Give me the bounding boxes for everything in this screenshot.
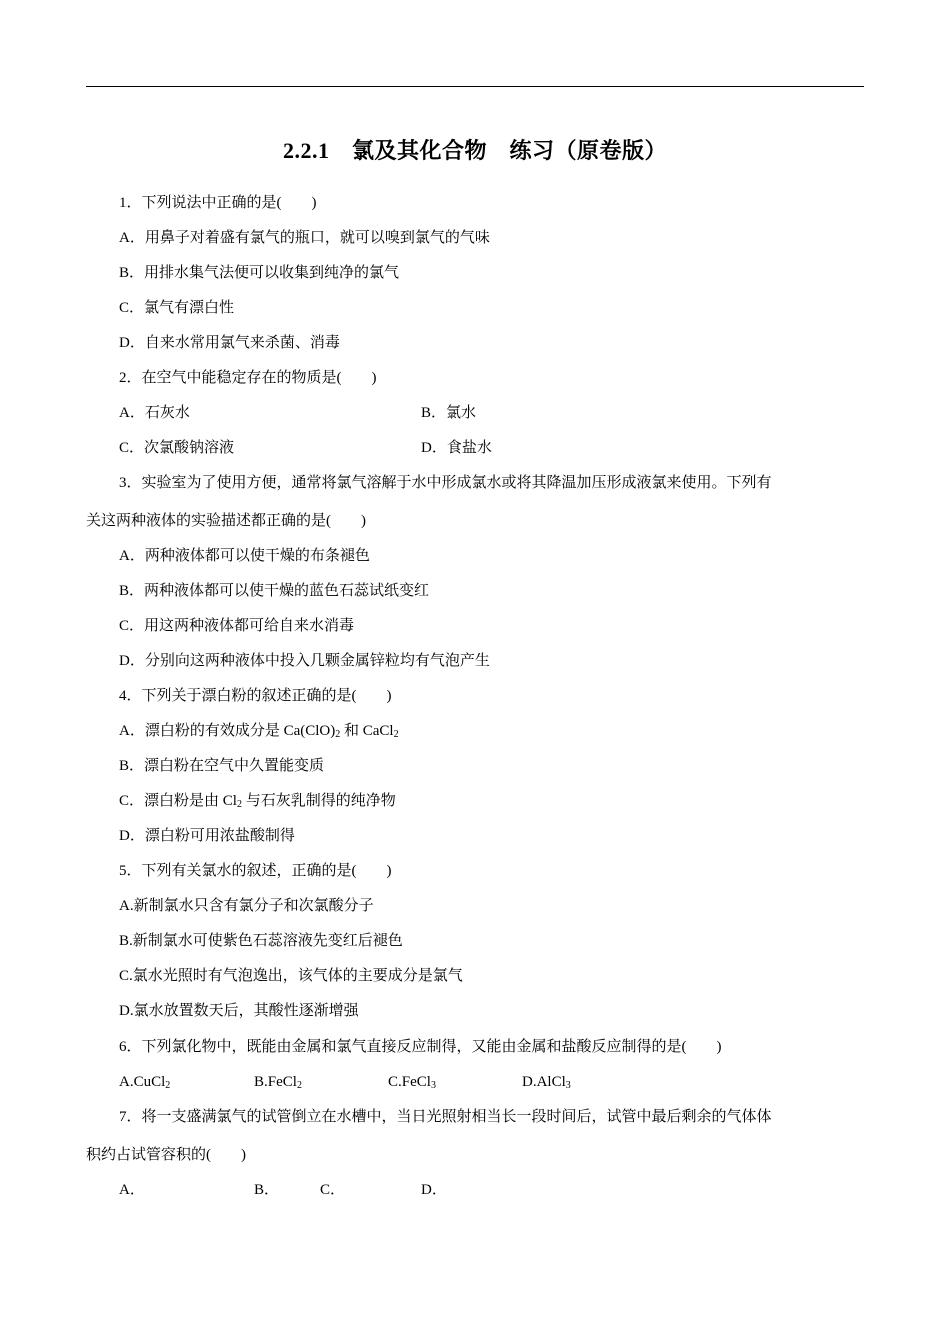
q6-option-b-text: B.FeCl (254, 1074, 297, 1090)
q1-option-c: C．氯气有漂白性 (119, 300, 235, 316)
q7-option-c: C． (320, 1182, 346, 1198)
q4-option-a-mid: 和 CaCl (340, 723, 394, 739)
q4-option-a-sub1: 2 (335, 729, 341, 740)
q7-option-d: D． (421, 1182, 447, 1198)
q5-stem: 5．下列有关氯水的叙述，正确的是( ) (119, 863, 392, 879)
q6-option-c (388, 1072, 436, 1092)
q4-option-d: D．漂白粉可用浓盐酸制得 (119, 828, 295, 844)
q7-option-a: A． (119, 1182, 145, 1198)
q3-option-a: A．两种液体都可以使干燥的布条褪色 (119, 548, 370, 564)
q3-option-b: B．两种液体都可以使干燥的蓝色石蕊试纸变红 (119, 583, 430, 599)
q2-option-d: D．食盐水 (421, 440, 492, 456)
q6-option-c-sub: 3 (430, 1080, 436, 1091)
q7-stem-line1: 7．将一支盛满氯气的试管倒立在水槽中，当日光照射相当长一段时间后，试管中最后剩余的气体体 (119, 1109, 772, 1125)
q1-option-b: B．用排水集气法便可以收集到纯净的氯气 (119, 265, 400, 281)
header-rule (86, 86, 864, 87)
q4-stem: 4．下列关于漂白粉的叙述正确的是( ) (119, 688, 392, 704)
q1-stem: 1．下列说法中正确的是( ) (119, 195, 317, 211)
page-title: 2.2.1 氯及其化合物 练习（原卷版） (282, 138, 667, 163)
q6-stem: 6．下列氯化物中，既能由金属和氯气直接反应制得，又能由金属和盐酸反应制得的是( ) (119, 1039, 722, 1055)
q6-option-b (254, 1072, 302, 1092)
q4-option-c-text: C．漂白粉是由 Cl (119, 793, 237, 809)
q4-option-b: B．漂白粉在空气中久置能变质 (119, 758, 325, 774)
q4-option-c-sub: 2 (236, 799, 242, 810)
q6-option-a-text: A.CuCl (119, 1074, 166, 1090)
q5-option-d: D.氯水放置数天后，其酸性逐渐增强 (119, 1003, 359, 1019)
q6-option-a-sub: 2 (165, 1080, 171, 1091)
q2-option-b: B．氯水 (421, 405, 477, 421)
q4-option-c (119, 791, 396, 811)
q3-option-d: D．分别向这两种液体中投入几颗金属锌粒均有气泡产生 (119, 653, 490, 669)
q4-option-a (119, 721, 399, 741)
q1-option-d: D．自来水常用氯气来杀菌、消毒 (119, 335, 340, 351)
q3-stem-line1: 3．实验室为了使用方便，通常将氯气溶解于水中形成氯水或将其降温加压形成液氯来使用。下列有 (119, 475, 772, 491)
q3-stem-line2: 关这两种液体的实验描述都正确的是( ) (86, 513, 366, 529)
q5-option-b: B.新制氯水可使紫色石蕊溶液先变红后褪色 (119, 933, 403, 949)
q6-option-d-text: D.AlCl (522, 1074, 566, 1090)
q6-option-b-sub: 2 (296, 1080, 302, 1091)
q6-option-a (119, 1072, 170, 1092)
q2-stem: 2．在空气中能稳定存在的物质是( ) (119, 370, 377, 386)
q4-option-a-sub2: 2 (393, 729, 399, 740)
q2-option-c: C．次氯酸钠溶液 (119, 440, 235, 456)
q3-option-c: C．用这两种液体都可给自来水消毒 (119, 618, 355, 634)
q5-option-c: C.氯水光照时有气泡逸出，该气体的主要成分是氯气 (119, 968, 463, 984)
q1-option-a: A．用鼻子对着盛有氯气的瓶口，就可以嗅到氯气的气味 (119, 230, 490, 246)
q7-option-b: B． (254, 1182, 280, 1198)
q2-option-a: A．石灰水 (119, 405, 190, 421)
q5-option-a: A.新制氯水只含有氯分子和次氯酸分子 (119, 898, 374, 914)
q6-option-d (522, 1072, 571, 1092)
q7-stem-line2: 积约占试管容积的( ) (86, 1147, 246, 1163)
q4-option-c-post: 与石灰乳制得的纯净物 (241, 793, 396, 809)
q6-option-c-text: C.FeCl (388, 1074, 431, 1090)
q6-option-d-sub: 3 (565, 1080, 571, 1091)
q4-option-a-text: A．漂白粉的有效成分是 Ca(ClO) (119, 723, 336, 739)
